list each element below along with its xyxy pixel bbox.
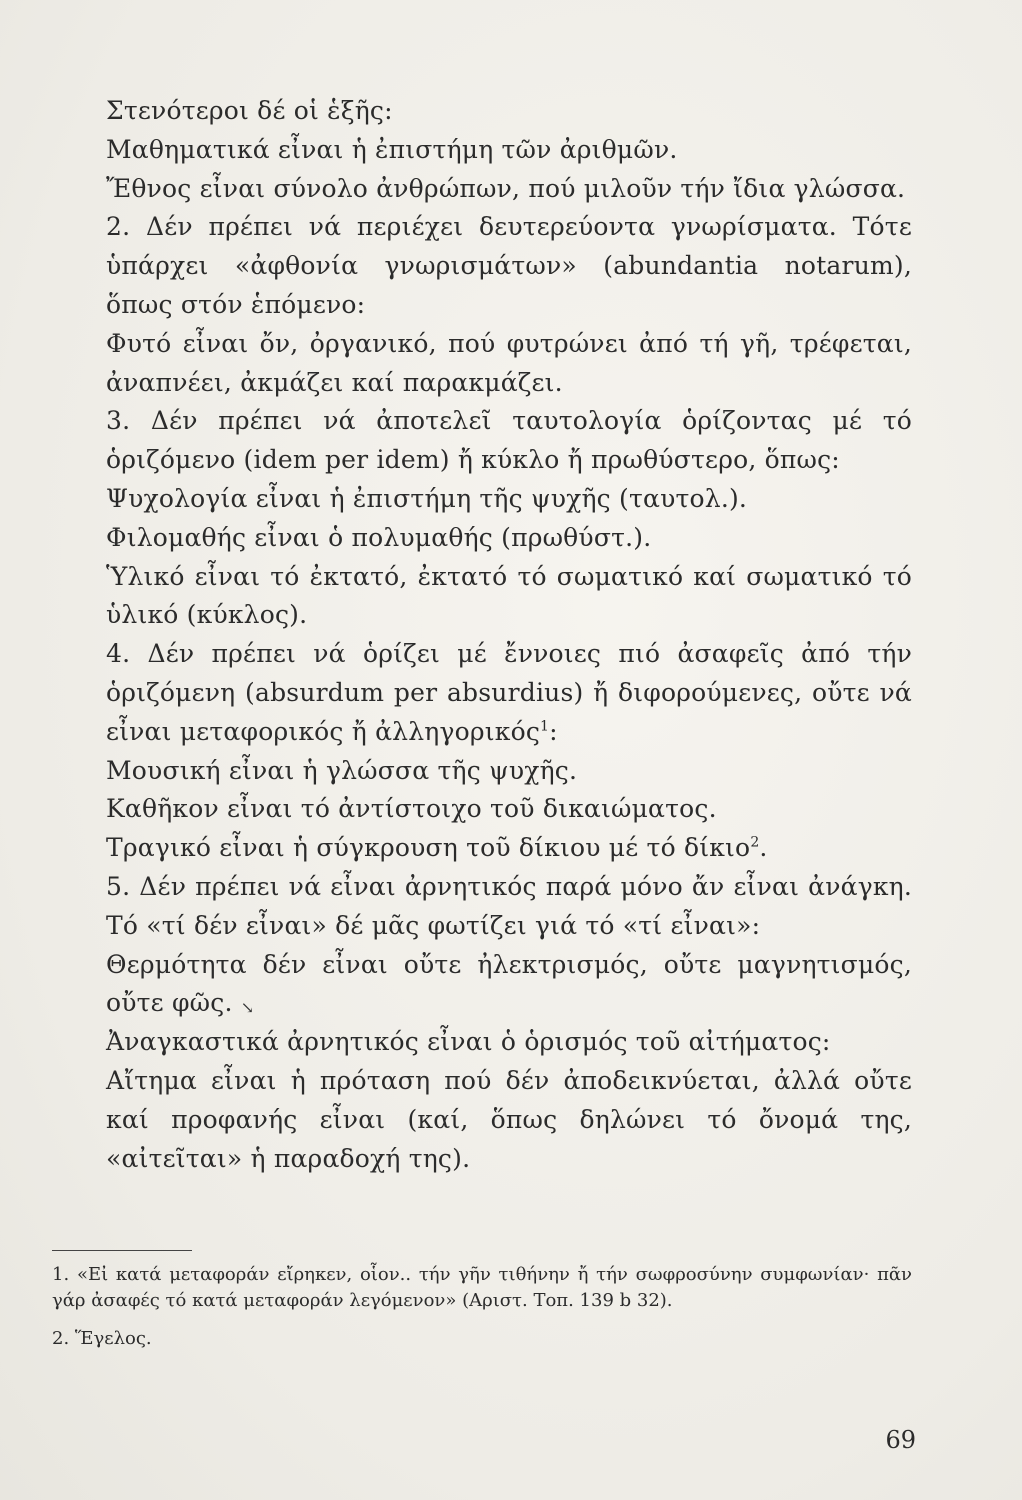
rule-4-colon: :: [549, 716, 558, 746]
rule-4: [106, 635, 912, 751]
definition-example: Φιλομαθής εἶναι ὁ πολυμαθής (πρωθύστ.).: [106, 522, 652, 552]
definition-example: [106, 829, 912, 868]
definition-example: Μουσική εἶναι ἡ γλώσσα τῆς ψυχῆς.: [106, 755, 578, 785]
footnote-ref-2: 2: [750, 834, 760, 851]
definition-example: Καθῆκον εἶναι τό ἀντίστοιχο τοῦ δικαιώματος.: [106, 794, 717, 824]
footnote-divider: [52, 1250, 192, 1251]
definition-example: Ὑλικό εἶναι τό ἐκτατό, ἐκτατό τό σωματικό καί σωματικό τό ὑλικό (κύκλος).: [106, 561, 912, 630]
example-period: .: [759, 833, 768, 863]
footnote-2: 2. Ἕγελος.: [52, 1328, 152, 1349]
footnote-ref-1: 1: [540, 718, 550, 735]
rule-3: 3. Δέν πρέπει νά ἀποτελεῖ ταυτολογία ὁρίζοντας μέ τό ὁριζόμενο (idem per idem) ἤ κύκλο ἤ πρωθύστερο, ὅπως:: [106, 406, 912, 475]
rule-5: 5. Δέν πρέπει νά εἶναι ἀρνητικός παρά μόνο ἄν εἶναι ἀνάγκη. Τό «τί δέν εἶναι» δέ μᾶς φωτίζει γιά τό «τί εἶναι»:: [106, 871, 912, 940]
example-text: Θερμότητα δέν εἶναι οὔτε ἠλεκτρισμός, οὔτε μαγνητισμός, οὔτε φῶς.: [106, 949, 912, 1018]
rule-4-text: 4. Δέν πρέπει νά ὁρίζει μέ ἔννοιες πιό ἀσαφεῖς ἀπό τήν ὁριζόμενη (absurdum per absurdius) ἤ διφορούμενες, οὔτε νά εἶναι μεταφορικός ἤ ἀλληγορικός: [106, 639, 912, 746]
text-line: Ἀναγκαστικά ἀρνητικός εἶναι ὁ ὁρισμός τοῦ αἰτήματος:: [106, 1027, 831, 1057]
footnote-1: 1. «Εἰ κατά μεταφοράν εἴρηκεν, οἷον.. τήν γῆν τιθήνην ἤ τήν σωφροσύνην συμφωνίαν· πᾶν γάρ ἀσαφές τό κατά μεταφοράν λεγόμενον» (Αριστ. Τοπ. 139 b 32).: [52, 1264, 912, 1311]
text-line: Στενότεροι δέ οἱ ἑξῆς:: [106, 96, 393, 125]
page-number: 69: [885, 1426, 916, 1454]
definition-example: [106, 946, 912, 1024]
definition-example: Φυτό εἶναι ὄν, ὀργανικό, πού φυτρώνει ἀπό τή γῆ, τρέφεται, ἀναπνέει, ἀκμάζει καί παρακμάζει.: [106, 328, 912, 397]
definition-example: Αἴτημα εἶναι ἡ πρόταση πού δέν ἀποδεικνύεται, ἀλλά οὔτε καί προφανής εἶναι (καί, ὅπως δηλώνει τό ὄνομά της, «αἰτεῖται» ἡ παραδοχή της).: [106, 1065, 912, 1173]
rule-2: 2. Δέν πρέπει νά περιέχει δευτερεύοντα γνωρίσματα. Τότε ὑπάρχει «ἀφθονία γνωρισμάτων» (abundantia notarum), ὅπως στόν ἑπόμενο:: [106, 212, 912, 319]
definition-example: Ἔθνος εἶναι σύνολο ἀνθρώπων, πού μιλοῦν τήν ἴδια γλώσσα.: [106, 173, 906, 203]
example-text: Τραγικό εἶναι ἡ σύγκρουση τοῦ δίκιου μέ τό δίκιο: [106, 833, 751, 863]
main-text: [106, 92, 912, 1178]
definition-example: Ψυχολογία εἶναι ἡ ἐπιστήμη τῆς ψυχῆς (ταυτολ.).: [106, 483, 748, 513]
pencil-mark-icon: ↘: [240, 998, 255, 1018]
definition-example: Μαθηματικά εἶναι ἡ ἐπιστήμη τῶν ἀριθμῶν.: [106, 134, 678, 164]
footnotes: [52, 1262, 912, 1352]
